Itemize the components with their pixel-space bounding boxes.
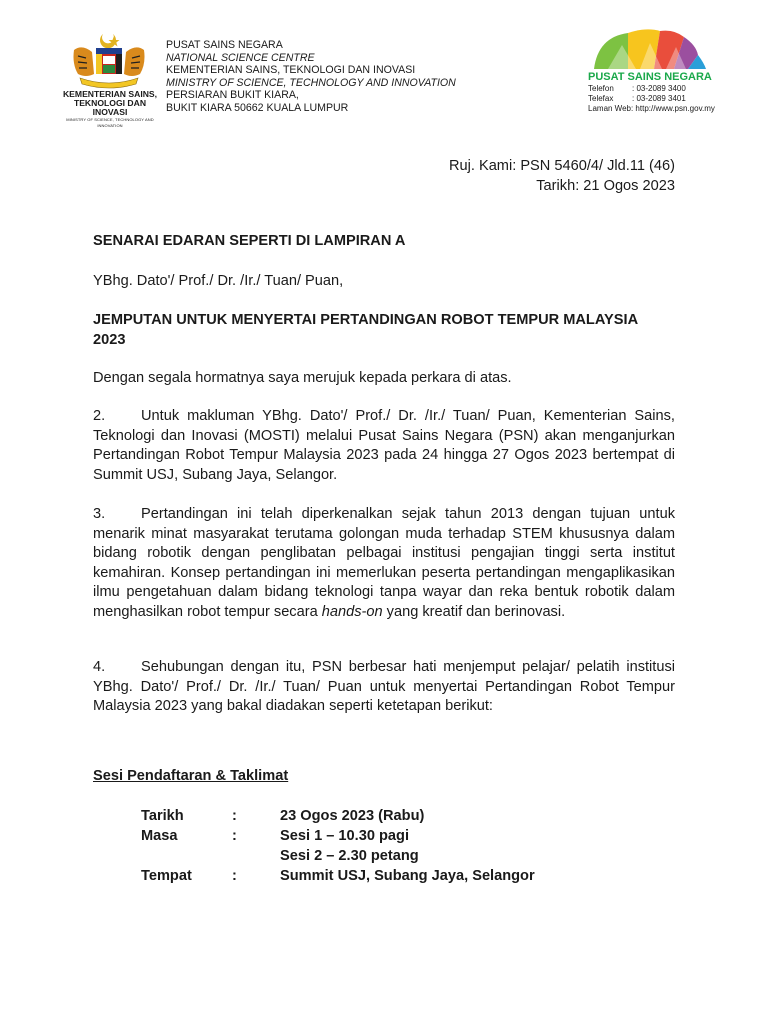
crest-caption-line1: KEMENTERIAN SAINS, (62, 89, 158, 99)
paragraph-text: Sehubungan dengan itu, PSN berbesar hati menjemput pelajar/ pelatih institusi YBhg. Dato'/ Prof./ Dr. /Ir./ Tuan/ Puan untuk menyertai Pertandingan Robot Tempur Malaysia 2023 yang bakal diadakan seperti ketetapan berikut: (93, 659, 675, 714)
telefon-label: Telefon (588, 84, 614, 93)
italic-term: hands-on (321, 603, 383, 620)
detail-colon: : (232, 808, 237, 824)
detail-value: Sesi 1 – 10.30 pagi (280, 828, 409, 844)
salutation: YBhg. Dato'/ Prof./ Dr. /Ir./ Tuan/ Puan, (93, 273, 344, 289)
website-row: Laman Web: http://www.psn.gov.my (588, 104, 715, 113)
address-line: MINISTRY OF SCIENCE, TECHNOLOGY AND INNOVATION (166, 76, 456, 89)
psn-logo (588, 25, 714, 71)
distribution-heading: SENARAI EDARAN SEPERTI DI LAMPIRAN A (93, 233, 406, 249)
paragraph-1: Dengan segala hormatnya saya merujuk kepada perkara di atas. (93, 370, 512, 386)
sender-address (166, 39, 456, 115)
address-line: KEMENTERIAN SAINS, TEKNOLOGI DAN INOVASI (166, 64, 416, 77)
detail-value: Summit USJ, Subang Jaya, Selangor (280, 868, 535, 884)
paragraph-4 (93, 658, 675, 717)
telefax-row (588, 94, 715, 104)
reference-number: Ruj. Kami: PSN 5460/4/ Jld.11 (46) (448, 158, 675, 174)
telefon-row (588, 84, 715, 94)
subject-heading (93, 311, 675, 350)
address-line: PERSIARAN BUKIT KIARA, (166, 89, 299, 102)
detail-label: Tempat (141, 868, 192, 884)
detail-label: Tarikh (141, 808, 184, 824)
detail-colon: : (232, 868, 237, 884)
detail-colon: : (232, 828, 237, 844)
paragraph-text: Pertandingan ini telah diperkenalkan sejak tahun 2013 dengan tujuan untuk menarik minat masyarakat terutama golongan muda terhadap STEM khususnya dalam bidang robotik dengan penglibatan pelbagai institusi pengajian tinggi serta institut kemahiran. Konsep pertandingan ini memerlukan peserta pertandingan mengaplikasikan ilmu pengetahuan dalam bidang teknologi tanpa wayar dan reka bentuk robotik dalam menghasilkan robot tempur secara (93, 506, 675, 620)
paragraph-text: Untuk makluman YBhg. Dato'/ Prof./ Dr. /Ir./ Tuan/ Puan, Kementerian Sains, Teknologi dan Inovasi (MOSTI) melalui Pusat Sains Negara (PSN) akan menganjurkan Pertandingan Robot Tempur Malaysia 2023 pada 24 hingga 27 Ogos 2023 bertempat di Summit USJ, Subang Jaya, Selangor. (93, 408, 675, 483)
detail-value: Sesi 2 – 2.30 petang (280, 848, 419, 864)
paragraph-3 (93, 505, 675, 622)
telefax-label: Telefax (588, 94, 614, 103)
detail-value: 23 Ogos 2023 (Rabu) (280, 808, 425, 824)
address-line: BUKIT KIARA 50662 KUALA LUMPUR (166, 101, 349, 114)
reference-date: Tarikh: 21 Ogos 2023 (536, 177, 675, 194)
paragraph-text-end: yang kreatif dan berinovasi. (382, 603, 566, 620)
psn-name: PUSAT SAINS NEGARA (588, 71, 712, 83)
paragraph-2 (93, 407, 675, 485)
telefon-value: : 03-2089 3400 (632, 84, 686, 93)
section-title: Sesi Pendaftaran & Taklimat (93, 768, 289, 784)
detail-label: Masa (141, 828, 178, 844)
paragraph-number: 4. (93, 659, 106, 675)
crest-caption (58, 90, 162, 129)
reference-block (449, 157, 675, 196)
crest-caption-line2: TEKNOLOGI DAN INOVASI (73, 98, 147, 117)
paragraph-number: 2. (93, 408, 106, 424)
telefax-value: : 03-2089 3401 (632, 94, 686, 103)
subject-line1: JEMPUTAN UNTUK MENYERTAI PERTANDINGAN ROBOT TEMPUR MALAYSIA (93, 312, 639, 328)
paragraph-number: 3. (93, 506, 106, 522)
address-line: NATIONAL SCIENCE CENTRE (166, 51, 315, 64)
subject-line2: 2023 (93, 331, 126, 348)
address-line: PUSAT SAINS NEGARA (166, 39, 283, 51)
crest-caption-line3: MINISTRY OF SCIENCE, TECHNOLOGY AND INNOVATION (66, 117, 154, 128)
psn-contact (588, 71, 715, 114)
